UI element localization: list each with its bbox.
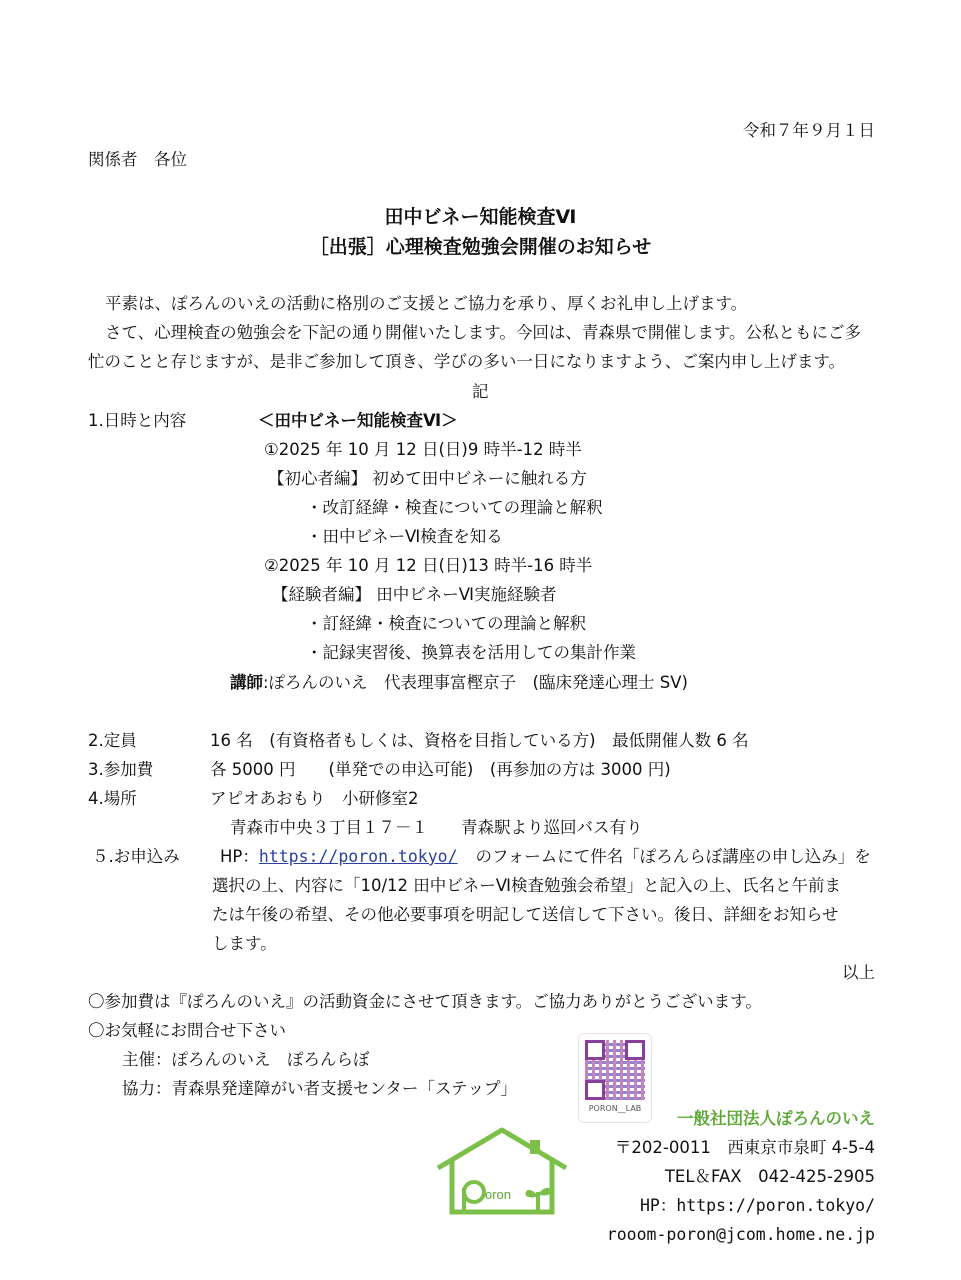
section-5-label: ５.お申込み: [92, 847, 180, 866]
section-1-label: 1.日時と内容: [88, 411, 187, 430]
session-1-datetime: ①2025 年 10 月 12 日(日)9 時半-12 時半: [264, 440, 582, 459]
qr-finder-top-left: [585, 1040, 605, 1060]
organizer: 主催：ぽろんのいえ ぽろんらぼ: [122, 1050, 370, 1069]
section-5-line-2: 選択の上、内容に「10/12 田中ビネーⅥ検査勉強会希望」と記入の上、氏名と午前ま: [212, 876, 842, 895]
note-1: 〇参加費は『ぽろんのいえ』の活動資金にさせて頂きます。ご協力ありがとうございます。: [88, 992, 762, 1011]
session-1-level: 【初心者編】 初めて田中ビネーに触れる方: [268, 469, 587, 488]
note-2: 〇お気軽にお問合せ下さい: [88, 1021, 286, 1040]
logo-text: oron: [485, 1187, 512, 1202]
org-email[interactable]: rooom-poron@jcom.home.ne.jp: [606, 1225, 875, 1244]
section-5-line-3: たは午後の希望、その他必要事項を明記して送信して下さい。後日、詳細をお知らせ: [212, 905, 839, 924]
section-1-heading: ＜田中ビネー知能検査Ⅵ＞: [258, 411, 458, 430]
intro-line-1: 平素は、ぽろんのいえの活動に格別のご支援とご協力を承り、厚くお礼申し上げます。: [105, 294, 748, 313]
intro-line-3: 忙のことと存じますが、是非ご参加して頂き、学びの多い一日になりますよう、ご案内申し上げます。: [88, 352, 846, 371]
org-tel: TEL＆FAX 042-425-2905: [664, 1167, 875, 1186]
session-2-datetime: ②2025 年 10 月 12 日(日)13 時半-16 時半: [264, 556, 593, 575]
website-link[interactable]: https://poron.tokyo/: [258, 847, 458, 866]
org-hp[interactable]: HP：https://poron.tokyo/: [639, 1196, 875, 1215]
qr-finder-bottom-left: [585, 1080, 605, 1100]
lecturer-line: [230, 673, 688, 693]
session-2-level: 【経験者編】 田中ビネーⅥ実施経験者: [272, 585, 557, 604]
title-line-1: 田中ビネー知能検査Ⅵ: [384, 206, 577, 228]
lecturer-text: :ぽろんのいえ 代表理事富樫京子 (臨床発達心理士 SV): [263, 673, 688, 692]
section-4-text: アピオあおもり 小研修室2: [210, 789, 419, 808]
session-2-item-2: ・記録実習後、換算表を活用しての集計作業: [306, 643, 636, 662]
section-5-line-1-rest: のフォームにて件名「ぽろんらぼ講座の申し込み」を: [475, 847, 871, 866]
section-3-label: 3.参加費: [88, 760, 154, 779]
poron-house-logo-icon: [434, 1126, 570, 1218]
section-3-text: 各 5000 円 (単発での申込可能) (再参加の方は 3000 円): [210, 760, 671, 779]
section-5-line-4: します。: [212, 934, 277, 953]
addressee: 関係者 各位: [88, 150, 187, 169]
intro-line-2: さて、心理検査の勉強会を下記の通り開催いたします。今回は、青森県で開催します。公私ともにご多: [105, 323, 862, 342]
session-2-item-1: ・訂経緯・検査についての理論と解釈: [306, 614, 587, 633]
instagram-qr-code[interactable]: [578, 1033, 652, 1123]
session-1-item-1: ・改訂経緯・検査についての理論と解釈: [306, 498, 603, 517]
hp-prefix: HP：: [220, 847, 259, 866]
cooperation: 協力：青森県発達障がい者支援センター「ステップ」: [122, 1079, 518, 1098]
lecturer-label: 講師: [230, 673, 263, 692]
document-date: 令和７年９月１日: [743, 121, 875, 140]
section-2-label: 2.定員: [88, 731, 137, 750]
org-name: 一般社団法人ぽろんのいえ: [677, 1109, 875, 1128]
section-5-line-1: [220, 847, 871, 867]
section-4-address: 青森市中央３丁目１７－１ 青森駅より巡回バス有り: [230, 818, 643, 837]
section-4-label: 4.場所: [88, 789, 137, 808]
section-2-text: 16 名 (有資格者もしくは、資格を目指している方) 最低開催人数 6 名: [210, 731, 749, 750]
org-address: 〒202-0011 西東京市泉町 4-5-4: [614, 1138, 875, 1157]
title-line-2: ［出張］心理検査勉強会開催のお知らせ: [309, 236, 652, 258]
qr-label: PORON__LAB: [588, 1104, 642, 1113]
session-1-item-2: ・田中ビネーⅥ検査を知る: [306, 527, 503, 546]
ki-mark: 記: [472, 382, 489, 401]
qr-finder-top-right: [625, 1040, 645, 1060]
ijou-mark: 以上: [842, 963, 875, 982]
